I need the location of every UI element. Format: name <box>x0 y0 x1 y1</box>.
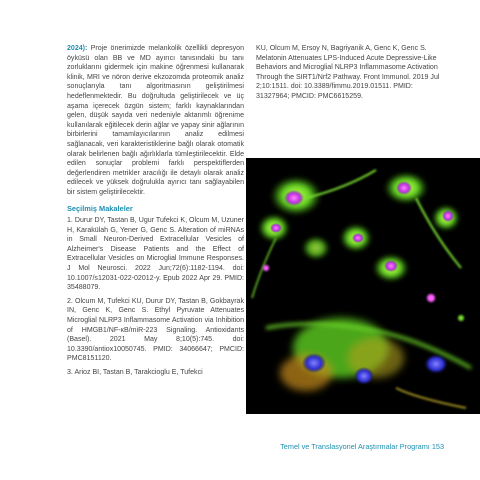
fluorescence-microscopy-image <box>246 158 480 414</box>
page-footer: Temel ve Translasyonel Araştırmalar Programı 153 <box>280 442 444 451</box>
intro-text: Proje önerimizde melankolik özellikli depresyon öyküsü olan BB ve MD ayırıcı tanısındaki bu tanı zorluklarını gidermek için makine öğrenmesi kullanarak klinik, MRI ve nöron derive ekzozomda proteomik analiz sonuçlarıyla tanı algoritmasının geliştirilmesi hedeflenmektedir. Bu doğrultuda geliştirilecek ve üç aşama içerecek özgün sistem; farklı kaynaklarından gelen, düşük sayıda veri nedeniyle aktarımlı öğrenime kullanılarak eğitilecek derin ağlar ve yapay sinir ağlarının birbirlerini tamamlayıcılarının analiz edilmesi sağlanacak, veri karakteristiklerine bağlı olarak otomatik olarak belirlenen bağlı ağırlıklarla tümleştirilecektir. Elde edilen sonuçlar problemi farklı perspektiflerden değerlendiren metrikler aracılığı ile detaylı olarak analiz edilecek ve yüksek doğrulukla ayırıcı tanı sağlayabilen bir sistem geliştirilecektir. <box>67 45 244 196</box>
reference-continuation: KU, Olcum M, Ersoy N, Bagriyanik A, Genc K, Genc S. Melatonin Attenuates LPS-Induced Acute Depressive-Like Behaviors and Microglial NLRP3 Inflammasome Activation Through the SIRT1/Nrf2 Pathway. Front Immunol. 2019 Jul 2;10:1511. doi: 10.3389/fimmu.2019.01511. PMID: 31327964; PMCID: PMC6615259. <box>256 45 440 100</box>
selected-articles-heading: Seçilmiş Makaleler <box>67 203 133 213</box>
intro-year: 2024): <box>67 45 88 52</box>
reference-item: 1. Durur DY, Tastan B, Ugur Tufekci K, Olcum M, Uzuner H, Karakülah G, Yener G, Genc S. Alteration of miRNAs in Small Neuron-Derived Extracellular Vesicles of Alzheimer's Disease Patients and the Effect of Extracellular Vesicles on Microglial Immune Responses. J Mol Neurosci. 2022 Jun;72(6):1182-1194. doi: 10.1007/s12031-022-02012-y. Epub 2022 Apr 29. PMID: 35488079. <box>67 217 244 292</box>
left-text-column <box>67 44 244 378</box>
intro-paragraph <box>67 44 244 198</box>
microscopy-illustration <box>246 158 480 414</box>
reference-item: 3. Arioz BI, Tastan B, Tarakcioglu E, Tufekci <box>67 369 203 376</box>
reference-item: 2. Olcum M, Tufekci KU, Durur DY, Tastan B, Gokbayrak IN, Genc K, Genc S. Ethyl Pyruvate Attenuates Microglial NLRP3 Inflammasome Activation via Inhibition of HMGB1/NF-κB/miR-223 Signaling. Antioxidants (Basel). 2021 May 8;10(5):745. doi: 10.3390/antiox10050745. PMID: 34066647; PMCID: PMC8151120. <box>67 297 244 363</box>
right-text-column <box>256 44 440 102</box>
